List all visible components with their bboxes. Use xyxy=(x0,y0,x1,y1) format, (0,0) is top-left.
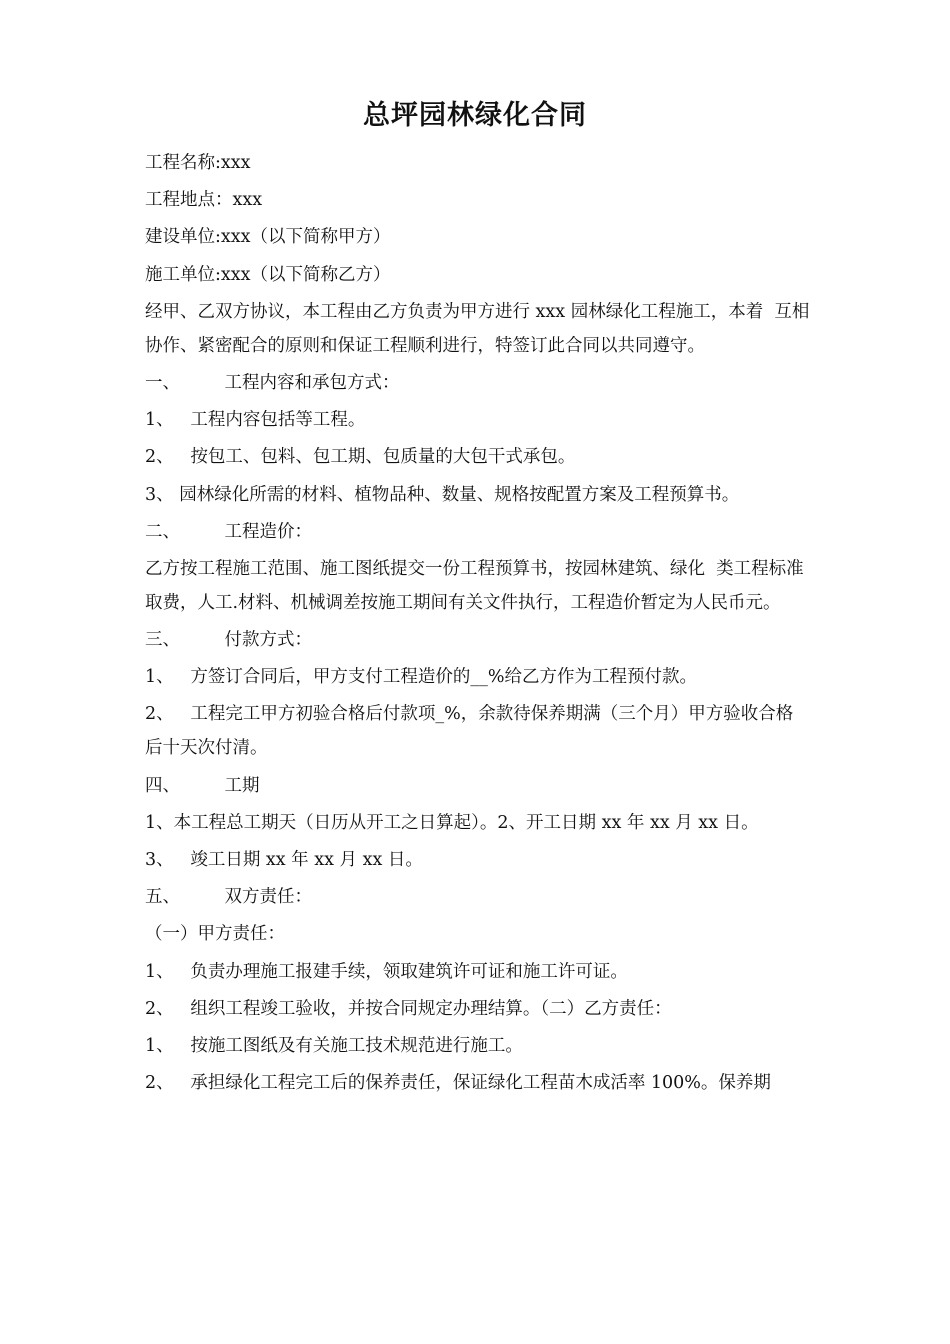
list-item-party-b-2: 2、 承担绿化工程完工后的保养责任，保证绿化工程苗木成活率 100%。保养期 xyxy=(145,1073,771,1094)
paragraph-cost: 乙方按工程施工范围、施工图纸提交一份工程预算书，按园林建筑、绿化 类工程标准取费，人工.材料、机械调差按施工期间有关文件执行，工程造价暂定为人民币元。 xyxy=(145,558,804,613)
list-item-schedule-3: 3、 竣工日期 xx 年 xx 月 xx 日。 xyxy=(145,850,423,870)
document-body xyxy=(145,146,813,1103)
paragraph-contractor: 施工单位:xxx（以下简称乙方） xyxy=(145,264,391,285)
list-item-party-a-1: 1、 负责办理施工报建手续，领取建筑许可证和施工许可证。 xyxy=(145,961,628,982)
paragraph-client: 建设单位:xxx（以下简称甲方） xyxy=(145,227,391,248)
paragraph-project-name: 工程名称:xxx xyxy=(145,153,251,173)
list-item-payment-2: 2、 工程完工甲方初验合格后付款项_%，余款待保养期满（三个月）甲方验收合格 后十天次付清。 xyxy=(145,704,805,759)
document-title: 总坪园林绿化合同 xyxy=(363,100,587,131)
list-item-schedule-1: 1、本工程总工期天（日历从开工之日算起）。2、开工日期 xx 年 xx 月 xx 日。 xyxy=(145,812,759,833)
list-item-scope-1: 1、 工程内容包括等工程。 xyxy=(145,410,366,431)
section-heading-payment: 三、 付款方式： xyxy=(145,630,313,651)
section-heading-schedule: 四、 工期 xyxy=(145,775,260,796)
section-heading-scope: 一、 工程内容和承包方式： xyxy=(145,372,400,393)
list-item-scope-3: 3、 园林绿化所需的材料、植物品种、数量、规格按配置方案及工程预算书。 xyxy=(145,484,740,505)
list-item-payment-1: 1、 方签订合同后，甲方支付工程造价的__%给乙方作为工程预付款。 xyxy=(145,667,697,688)
paragraph-agreement-intro: 经甲、乙双方协议，本工程由乙方负责为甲方进行 xxx 园林绿化工程施工，本着 互相协作、紧密配合的原则和保证工程顺利进行，特签订此合同以共同遵守。 xyxy=(145,301,810,356)
paragraph-project-location: 工程地点：xxx xyxy=(145,190,263,211)
section-heading-responsibilities: 五、 双方责任： xyxy=(145,887,313,908)
section-heading-cost: 二、 工程造价： xyxy=(145,521,313,542)
list-item-scope-2: 2、 按包工、包料、包工期、包质量的大包干式承包。 xyxy=(145,447,576,468)
list-item-party-b-1: 1、 按施工图纸及有关施工技术规范进行施工。 xyxy=(145,1035,523,1056)
list-item-party-a-2: 2、 组织工程竣工验收，并按合同规定办理结算。（二）乙方责任： xyxy=(145,998,672,1019)
subheading-party-a: （一）甲方责任： xyxy=(145,924,285,945)
